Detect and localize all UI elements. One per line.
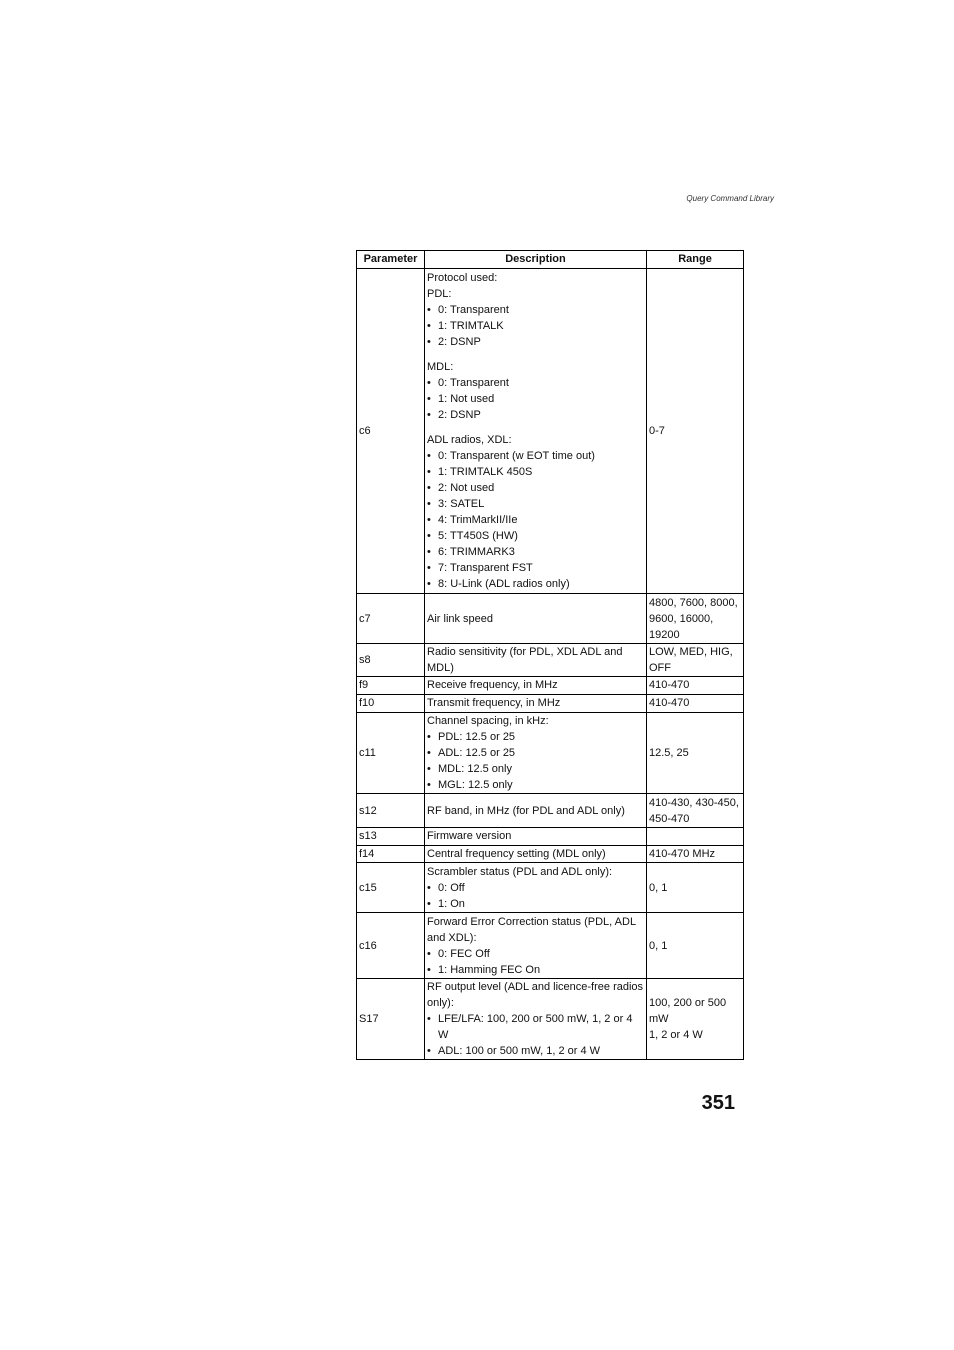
description-bullet-item: • 1: TRIMTALK 450S — [427, 464, 644, 480]
range-cell — [647, 644, 744, 677]
description-bullet-item: • ADL: 100 or 500 mW, 1, 2 or 4 W — [427, 1043, 644, 1059]
parameter-cell: f9 — [357, 677, 425, 695]
range-cell — [647, 594, 744, 644]
range-cell — [647, 713, 744, 794]
description-bullet-item: • PDL: 12.5 or 25 — [427, 729, 644, 745]
range-line: 0-7 — [649, 425, 665, 437]
range-line: 410-470 — [649, 679, 690, 691]
table-row — [357, 846, 744, 863]
description-bullet-item: • 2: DSNP — [427, 334, 644, 350]
range-line: 4800, 7600, 8000, — [649, 596, 738, 609]
description-bullet-item: • 5: TT450S (HW) — [427, 528, 644, 544]
column-header-parameter: Parameter — [357, 251, 425, 269]
parameter-cell: c16 — [357, 913, 425, 979]
description-line: Transmit frequency, in MHz — [427, 697, 561, 709]
range-line: 410-470 — [649, 697, 690, 709]
description-bullet-item: • 0: Off — [427, 880, 644, 896]
description-line: ADL radios, XDL: — [427, 434, 512, 446]
table-header-row — [357, 251, 744, 269]
table-row — [357, 794, 744, 828]
description-line: Air link speed — [427, 612, 494, 625]
description-bullet-item: • 8: U-Link (ADL radios only) — [427, 576, 644, 592]
table-row — [357, 979, 744, 1060]
range-line: 0, 1 — [649, 939, 668, 952]
description-line: Central frequency setting (MDL only) — [427, 847, 606, 860]
description-bullet-item: • 0: Transparent (w EOT time out) — [427, 448, 644, 464]
table-row — [357, 828, 744, 846]
table-row — [357, 677, 744, 695]
parameter-cell: s13 — [357, 828, 425, 846]
description-cell — [425, 794, 647, 828]
range-line: 9600, 16000, — [649, 612, 714, 625]
description-line: RF output level (ADL and licence-free radios — [427, 981, 644, 993]
table-row — [357, 913, 744, 979]
description-cell — [425, 828, 647, 846]
description-cell — [425, 979, 647, 1060]
description-bullet-item: • 1: Not used — [427, 391, 644, 407]
range-cell — [647, 846, 744, 863]
parameter-cell: c11 — [357, 713, 425, 794]
table-body — [357, 269, 744, 1060]
range-cell — [647, 695, 744, 713]
column-header-description: Description — [425, 251, 647, 269]
description-bullet-item: • LFE/LFA: 100, 200 or 500 mW, 1, 2 or 4 W — [427, 1011, 644, 1043]
description-line: RF band, in MHz (for PDL and ADL only) — [427, 804, 625, 817]
description-line: Receive frequency, in MHz — [427, 679, 558, 691]
description-bullet-item: • 0: Transparent — [427, 375, 644, 391]
description-cell — [425, 713, 647, 794]
description-line: Firmware version — [427, 830, 512, 842]
description-bullet-item: • 4: TrimMarkII/IIe — [427, 512, 644, 528]
range-cell — [647, 269, 744, 594]
table-row — [357, 863, 744, 913]
table-row — [357, 713, 744, 794]
range-line: 1, 2 or 4 W — [649, 1029, 703, 1041]
range-cell — [647, 863, 744, 913]
parameter-cell: c15 — [357, 863, 425, 913]
description-bullet-item: • MDL: 12.5 only — [427, 761, 644, 777]
range-line: 19200 — [649, 628, 680, 641]
parameter-cell: s8 — [357, 644, 425, 677]
parameter-cell: S17 — [357, 979, 425, 1060]
description-line: Forward Error Correction status (PDL, ADL — [427, 915, 637, 928]
description-bullet-item: • 0: Transparent — [427, 302, 644, 318]
description-bullet-item: • MGL: 12.5 only — [427, 777, 644, 793]
description-bullet-item: • 6: TRIMMARK3 — [427, 544, 644, 560]
description-bullet-item: • 1: Hamming FEC On — [427, 962, 644, 978]
table-row — [357, 695, 744, 713]
description-line: Scrambler status (PDL and ADL only): — [427, 865, 613, 878]
parameter-table — [356, 250, 744, 1060]
range-line: 450-470 — [649, 812, 690, 825]
page-number: 351 — [701, 1092, 735, 1114]
description-bullet-item: • ADL: 12.5 or 25 — [427, 745, 644, 761]
range-cell — [647, 794, 744, 828]
description-cell — [425, 594, 647, 644]
column-header-range: Range — [647, 251, 744, 269]
range-cell — [647, 913, 744, 979]
range-line: 12.5, 25 — [649, 747, 689, 759]
parameter-cell: f10 — [357, 695, 425, 713]
description-bullet-item: • 3: SATEL — [427, 496, 644, 512]
table-row — [357, 594, 744, 644]
parameter-cell: s12 — [357, 794, 425, 828]
description-cell — [425, 846, 647, 863]
description-line: Channel spacing, in kHz: — [427, 715, 549, 727]
description-line: MDL: — [427, 361, 454, 373]
range-line: 410-430, 430-450, — [649, 796, 739, 809]
description-bullet-item: • 1: On — [427, 896, 644, 912]
range-line: mW — [649, 1013, 669, 1025]
description-cell — [425, 863, 647, 913]
range-line: 410-470 MHz — [649, 847, 716, 860]
parameter-cell: f14 — [357, 846, 425, 863]
description-cell — [425, 913, 647, 979]
description-cell — [425, 644, 647, 677]
description-cell — [425, 695, 647, 713]
running-header: Query Command Library — [686, 194, 774, 203]
description-bullet-item: • 0: FEC Off — [427, 946, 644, 962]
description-line: Protocol used: — [427, 272, 498, 284]
range-line: OFF — [649, 662, 671, 674]
description-cell — [425, 269, 647, 594]
range-cell — [647, 979, 744, 1060]
description-cell — [425, 677, 647, 695]
description-bullet-item: • 1: TRIMTALK — [427, 318, 644, 334]
description-bullet-item: • 2: DSNP — [427, 407, 644, 423]
description-bullet-item: • 7: Transparent FST — [427, 560, 644, 576]
description-line: PDL: — [427, 288, 452, 300]
table-row — [357, 644, 744, 677]
range-cell — [647, 828, 744, 846]
description-line: and XDL): — [427, 931, 477, 944]
range-cell — [647, 677, 744, 695]
parameter-cell: c6 — [357, 269, 425, 594]
table-row — [357, 269, 744, 594]
range-line: 0, 1 — [649, 881, 668, 894]
description-bullet-item: • 2: Not used — [427, 480, 644, 496]
description-line: Radio sensitivity (for PDL, XDL ADL and MDL) — [427, 646, 623, 674]
description-line: only): — [427, 997, 454, 1009]
range-line: 100, 200 or 500 — [649, 997, 727, 1009]
range-line: LOW, MED, HIG, — [649, 646, 733, 658]
parameter-cell: c7 — [357, 594, 425, 644]
